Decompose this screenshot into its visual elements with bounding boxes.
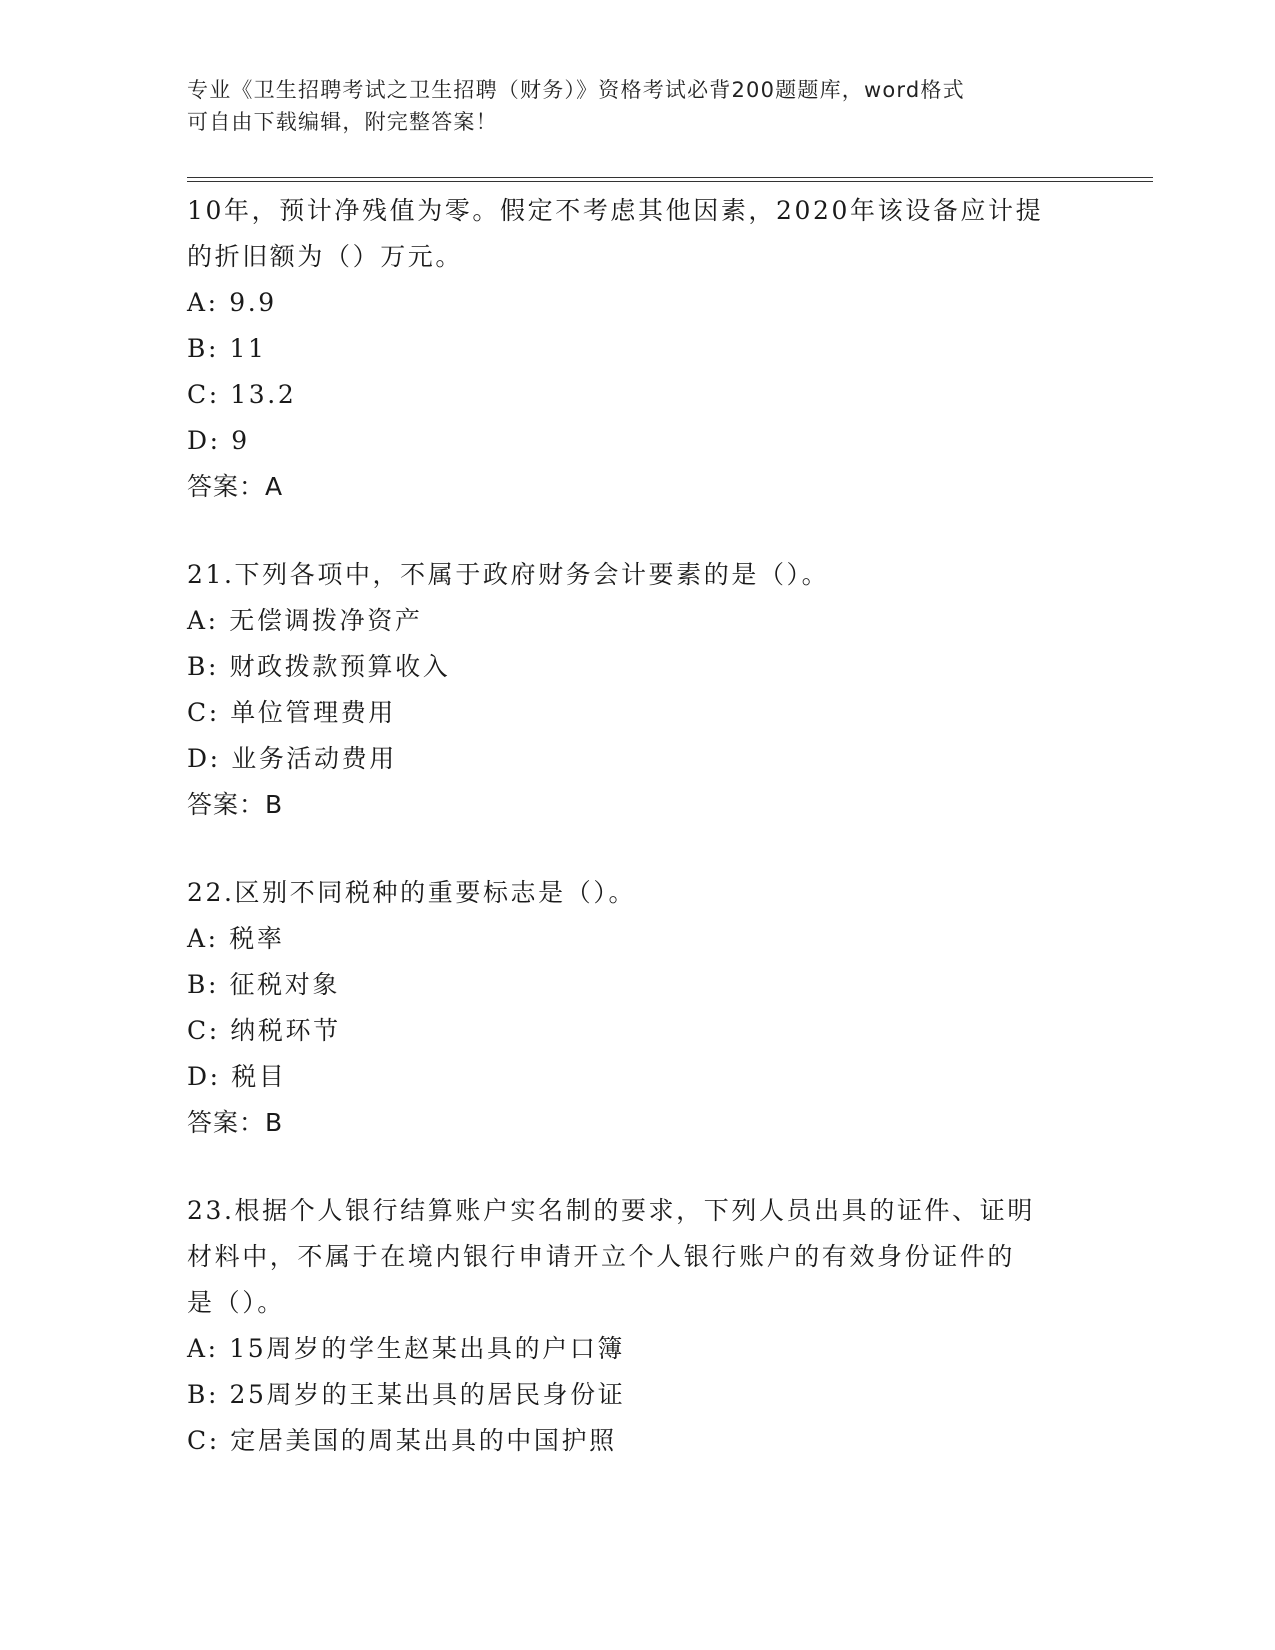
header-divider-bottom — [187, 181, 1153, 182]
option-c: C: 纳税环节 — [187, 1016, 341, 1045]
option-a: A: 9.9 — [187, 288, 277, 317]
header-line-2: 可自由下载编辑，附完整答案！ — [187, 110, 498, 134]
option-c: C: 单位管理费用 — [187, 698, 396, 727]
question-stem-line: 是（）。 — [187, 1288, 285, 1317]
option-a: A: 15周岁的学生赵某出具的户口簿 — [187, 1334, 626, 1363]
question-stem-line: 的折旧额为（）万元。 — [187, 242, 464, 271]
header-line-1: 专业《卫生招聘考试之卫生招聘（财务）》资格考试必背200题题库，word格式 — [187, 78, 965, 102]
option-d: D: 9 — [187, 426, 250, 455]
document-header — [187, 74, 1087, 138]
option-a: A: 无偿调拨净资产 — [187, 606, 423, 635]
question-stem: 22.区别不同税种的重要标志是（）。 — [187, 878, 637, 907]
question-stem: 21.下列各项中，不属于政府财务会计要素的是（）。 — [187, 560, 830, 589]
question-stem-line: 10年，预计净残值为零。假定不考虑其他因素，2020年该设备应计提 — [187, 196, 1044, 225]
option-a: A: 税率 — [187, 924, 285, 953]
question-continued — [187, 188, 1087, 510]
question-stem-line: 23.根据个人银行结算账户实名制的要求，下列人员出具的证件、证明 — [187, 1196, 1035, 1225]
header-divider-top — [187, 177, 1153, 178]
answer-line: 答案：B — [187, 1108, 284, 1137]
option-b: B: 25周岁的王某出具的居民身份证 — [187, 1380, 626, 1409]
option-c: C: 定居美国的周某出具的中国护照 — [187, 1426, 617, 1455]
question-23 — [187, 1188, 1087, 1464]
document-body — [187, 188, 1087, 1464]
option-c: C: 13.2 — [187, 380, 297, 409]
answer-line: 答案：A — [187, 472, 284, 501]
question-21 — [187, 552, 1087, 828]
answer-line: 答案：B — [187, 790, 284, 819]
option-d: D: 税目 — [187, 1062, 287, 1091]
option-b: B: 11 — [187, 334, 267, 363]
question-stem-line: 材料中，不属于在境内银行申请开立个人银行账户的有效身份证件的 — [187, 1242, 1016, 1271]
option-b: B: 征税对象 — [187, 970, 340, 999]
option-b: B: 财政拨款预算收入 — [187, 652, 451, 681]
option-d: D: 业务活动费用 — [187, 744, 397, 773]
question-22 — [187, 870, 1087, 1146]
